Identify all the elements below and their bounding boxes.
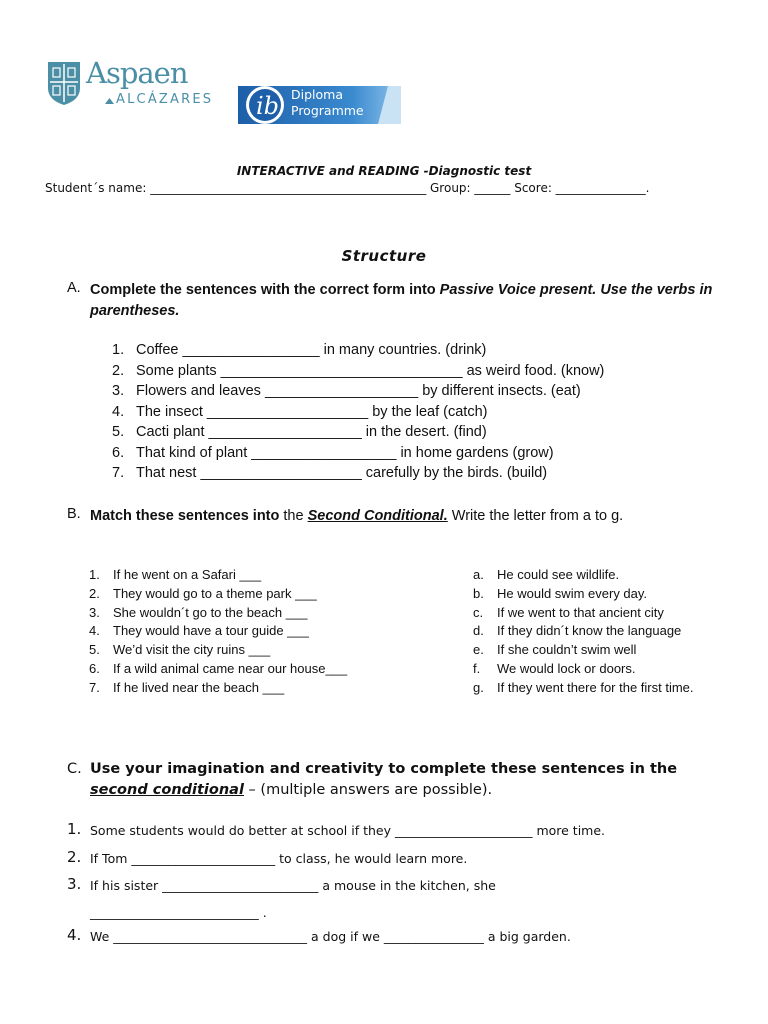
item-text: We _______________________________ a dog if we ________________ a big garden.	[90, 929, 571, 944]
item-text: If he lived near the beach ___	[113, 679, 285, 695]
item-text: If she couldn’t swim well	[497, 642, 637, 658]
item-text: If they didn´t know the language	[497, 623, 682, 639]
item-text: That nest ____________________ carefully by the birds. (build)	[136, 465, 548, 481]
item-text: If Tom _______________________ to class, he would learn more.	[90, 851, 468, 866]
svg-text:ib: ib	[256, 92, 280, 120]
item-number: e.	[473, 642, 484, 658]
item-number: 1.	[67, 820, 82, 838]
section-a-list	[112, 342, 732, 492]
item-text: If a wild animal came near our house___	[113, 661, 348, 676]
section-b-instruction: Match these sentences into the Second Conditional. Write the letter from a to g.	[90, 508, 624, 524]
item-text: We would lock or doors.	[497, 661, 636, 676]
item-text: The insect ____________________ by the leaf (catch)	[136, 403, 488, 420]
item-text: If his sister _________________________ a mouse in the kitchen, she	[90, 878, 496, 893]
item-text: Flowers and leaves ___________________ by different insects. (eat)	[136, 383, 581, 399]
item-number: d.	[473, 623, 484, 639]
item-text: That kind of plant __________________ in home gardens (grow)	[136, 444, 554, 461]
section-a-instruction: Complete the sentences with the correct form into Passive Voice present. Use the verbs in parentheses.	[90, 282, 713, 319]
student-info-line: Student´s name: ______________________________________________ Group: ______ Score: _______________.	[45, 181, 650, 195]
item-number: f.	[473, 661, 481, 676]
item-text: Some plants ______________________________ as weird food. (know)	[136, 362, 605, 379]
item-text: If they went there for the first time.	[497, 679, 694, 695]
section-c-list	[67, 820, 757, 950]
item-text: Coffee _________________ in many countries. (drink)	[136, 342, 487, 358]
item-number: 3.	[89, 604, 100, 620]
item-number: 2.	[67, 848, 82, 866]
item-number: 7.	[89, 679, 100, 695]
section-b-letter: B.	[67, 506, 81, 522]
ib-logo-line2: Programme	[291, 103, 364, 118]
item-number: 5.	[112, 424, 125, 440]
item-text: Some students would do better at school if they ______________________ more time.	[90, 823, 606, 838]
item-number: a.	[473, 567, 484, 582]
item-text: If we went to that ancient city	[497, 604, 664, 620]
item-number: 3.	[67, 875, 82, 893]
item-text: ___________________________ .	[90, 905, 267, 920]
triangle-icon	[105, 96, 114, 105]
item-number: 4.	[112, 403, 125, 420]
item-text: They would have a tour guide ___	[113, 623, 309, 639]
section-c-instruction: Use your imagination and creativity to complete these sentences in the second conditional – (multiple answers are possible).	[90, 761, 678, 798]
item-text: They would go to a theme park ___	[113, 585, 317, 601]
aspaen-logo-text: Aspaen	[86, 56, 188, 90]
item-text: He would swim every day.	[497, 585, 648, 601]
item-number: 6.	[89, 661, 100, 676]
item-number: 4.	[89, 623, 100, 639]
test-title: INTERACTIVE and READING -Diagnostic test	[236, 164, 532, 178]
item-number: 7.	[112, 465, 125, 481]
section-a-letter: A.	[67, 280, 81, 296]
structure-heading: Structure	[341, 247, 427, 265]
item-number: b.	[473, 585, 484, 601]
item-number: 3.	[112, 383, 125, 399]
item-number: 1.	[89, 567, 100, 582]
item-number: 4.	[67, 926, 82, 944]
section-b-left-list	[89, 567, 449, 707]
item-number: g.	[473, 679, 484, 695]
section-c-letter: C.	[67, 761, 82, 777]
aspaen-logo-subtext: ALCÁZARES	[116, 92, 214, 107]
item-number: c.	[473, 604, 484, 620]
aspaen-shield-logo	[47, 60, 81, 106]
item-text: We’d visit the city ruins ___	[113, 642, 271, 658]
item-number: 2.	[112, 362, 125, 379]
item-text: If he went on a Safari ___	[113, 567, 262, 582]
ib-logo-line1: Diploma	[291, 87, 343, 102]
item-number: 5.	[89, 642, 100, 658]
item-number: 2.	[89, 585, 100, 601]
item-text: She wouldn´t go to the beach ___	[113, 604, 308, 620]
item-text: He could see wildlife.	[497, 567, 620, 582]
item-number: 1.	[112, 342, 125, 358]
section-b-right-list	[473, 567, 743, 707]
item-number: 6.	[112, 444, 125, 461]
item-text: Cacti plant ___________________ in the desert. (find)	[136, 424, 487, 440]
